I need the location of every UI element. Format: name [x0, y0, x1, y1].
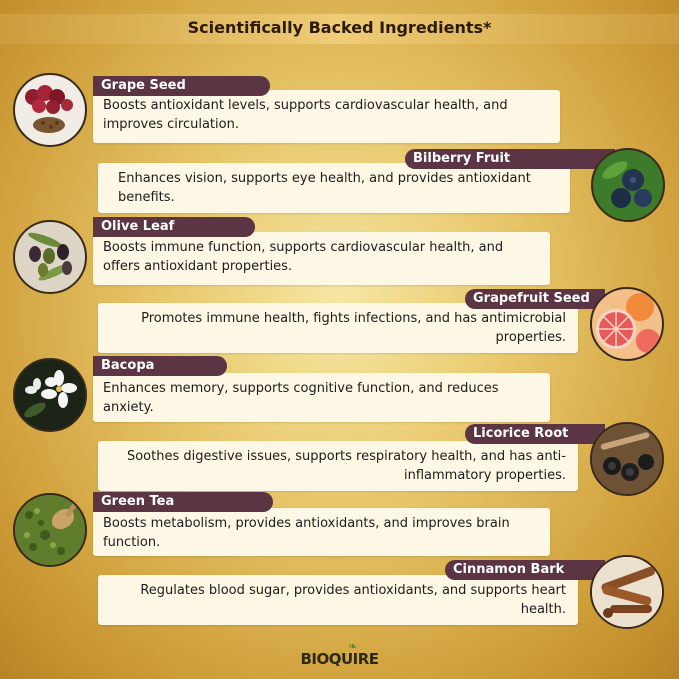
ingredient-description: Boosts antioxidant levels, supports cardiovascular health, and improves circulation. [103, 98, 508, 132]
ingredient-description: Regulates blood sugar, provides antioxidants, and supports heart health. [140, 583, 566, 617]
ingredient-description-card [98, 303, 578, 353]
ingredient-description: Boosts immune function, supports cardiovascular health, and offers antioxidant properties. [103, 240, 504, 274]
ingredient-label: Green Tea [93, 492, 273, 512]
ingredient-description-card [98, 441, 578, 491]
grape-seed-icon [13, 73, 87, 147]
ingredient-description: Promotes immune health, fights infections, and has antimicrobial properties. [141, 311, 566, 345]
ingredient-label: Licorice Root [465, 424, 605, 444]
header-banner [0, 14, 679, 44]
olive-leaf-icon [13, 220, 87, 294]
ingredient-description-card [93, 232, 550, 285]
ingredient-description-card [93, 373, 550, 422]
ingredient-label: Cinnamon Bark [445, 560, 605, 580]
brand-logo [0, 640, 679, 668]
green-tea-icon [13, 493, 87, 567]
ingredient-description: Enhances memory, supports cognitive function, and reduces anxiety. [103, 381, 499, 415]
ingredient-description: Enhances vision, supports eye health, and provides antioxidant benefits. [118, 171, 531, 205]
bilberry-icon [591, 148, 665, 222]
cinnamon-bark-icon [590, 555, 664, 629]
ingredient-description: Soothes digestive issues, supports respiratory health, and has anti-inflammatory properties. [126, 449, 566, 483]
page-title: Scientifically Backed Ingredients* [187, 18, 492, 37]
ingredient-description-card [93, 508, 550, 556]
ingredient-label: Grapefruit Seed [465, 289, 605, 309]
ingredient-description-card [98, 575, 578, 625]
ingredient-label: Olive Leaf [93, 217, 255, 237]
ingredient-label: Bacopa [93, 356, 227, 376]
brand-logo-text: BIOQUIRE [300, 650, 379, 668]
licorice-root-icon [590, 422, 664, 496]
grapefruit-icon [590, 287, 664, 361]
ingredient-label: Grape Seed [93, 76, 270, 96]
ingredient-label: Bilberry Fruit [405, 149, 615, 169]
ingredient-description: Boosts metabolism, provides antioxidants, and improves brain function. [103, 516, 510, 550]
leaf-icon: ❧ [348, 640, 357, 653]
ingredient-description-card [98, 163, 570, 213]
ingredient-description-card [93, 90, 560, 143]
bacopa-flower-icon [13, 358, 87, 432]
